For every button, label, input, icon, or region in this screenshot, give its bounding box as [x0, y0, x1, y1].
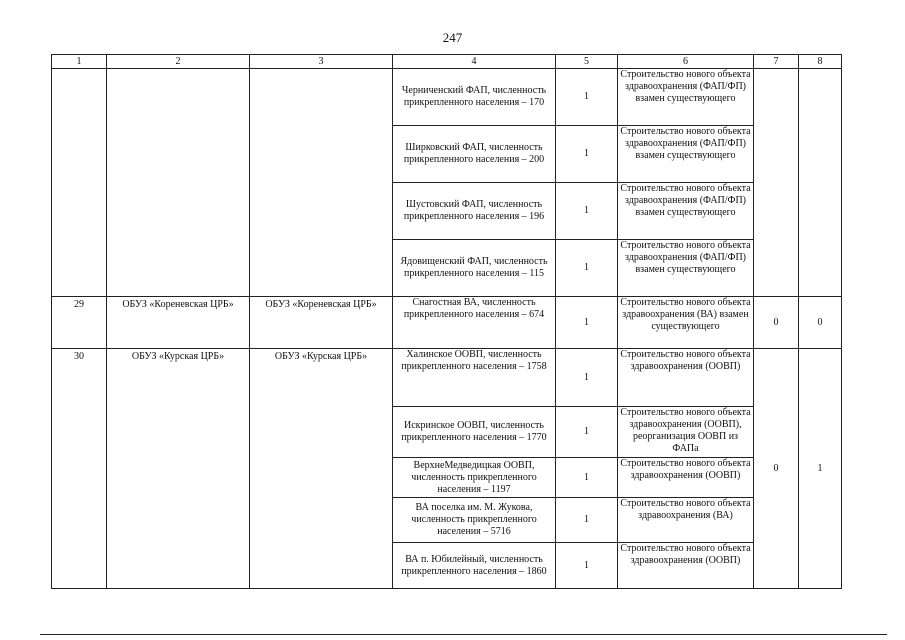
bottom-divider	[40, 634, 887, 635]
column-header: 3	[250, 55, 393, 69]
facility-cell: Ядовищенский ФАП, численность прикрепленного населения – 115	[393, 240, 556, 297]
count-cell: 1	[556, 297, 618, 349]
count-cell: 1	[556, 543, 618, 589]
value-cell: 0	[754, 297, 799, 349]
action-cell: Строительство нового объекта здравоохранения (ООВП)	[618, 349, 754, 407]
facility-cell: ВА п. Юбилейный, численность прикрепленного населения – 1860	[393, 543, 556, 589]
column-header: 5	[556, 55, 618, 69]
facility-cell: Ширковский ФАП, численность прикрепленного населения – 200	[393, 126, 556, 183]
count-cell: 1	[556, 407, 618, 458]
count-cell: 1	[556, 240, 618, 297]
column-header: 6	[618, 55, 754, 69]
count-cell: 1	[556, 498, 618, 543]
value-cell: 1	[799, 349, 842, 589]
count-cell: 1	[556, 126, 618, 183]
action-cell: Строительство нового объекта здравоохранения (ФАП/ФП) взамен существующего	[618, 69, 754, 126]
row-number: 29	[52, 297, 107, 349]
organization-cell: ОБУЗ «Курская ЦРБ»	[250, 349, 393, 589]
count-cell: 1	[556, 69, 618, 126]
column-header: 4	[393, 55, 556, 69]
cell-empty	[799, 69, 842, 297]
facility-cell: ВерхнеМедведицкая ООВП, численность прикрепленного населения – 1197	[393, 458, 556, 498]
facility-cell: ВА поселка им. М. Жукова, численность прикрепленного населения – 5716	[393, 498, 556, 543]
cell-empty	[107, 69, 250, 297]
table-row	[52, 69, 842, 126]
page-number: 247	[442, 30, 463, 45]
action-cell: Строительство нового объекта здравоохранения (ООВП)	[618, 543, 754, 589]
cell-empty	[250, 69, 393, 297]
value-cell: 0	[799, 297, 842, 349]
allocation-table	[51, 54, 842, 589]
action-cell: Строительство нового объекта здравоохранения (ФАП/ФП) взамен существующего	[618, 183, 754, 240]
table-row	[52, 297, 842, 349]
count-cell: 1	[556, 349, 618, 407]
column-header: 1	[52, 55, 107, 69]
action-cell: Строительство нового объекта здравоохранения (ВА) взамен существующего	[618, 297, 754, 349]
value-cell: 0	[754, 349, 799, 589]
cell-empty	[754, 69, 799, 297]
facility-cell: Халинское ООВП, численность прикрепленного населения – 1758	[393, 349, 556, 407]
action-cell: Строительство нового объекта здравоохранения (ООВП), реорганизация ООВП из ФАПа	[618, 407, 754, 458]
cell-empty	[52, 69, 107, 297]
facility-cell: Шустовский ФАП, численность прикрепленного населения – 196	[393, 183, 556, 240]
count-cell: 1	[556, 458, 618, 498]
organization-cell: ОБУЗ «Кореневская ЦРБ»	[250, 297, 393, 349]
organization-cell: ОБУЗ «Курская ЦРБ»	[107, 349, 250, 589]
action-cell: Строительство нового объекта здравоохранения (ВА)	[618, 498, 754, 543]
row-number: 30	[52, 349, 107, 589]
facility-cell: Черниченский ФАП, численность прикрепленного населения – 170	[393, 69, 556, 126]
action-cell: Строительство нового объекта здравоохранения (ФАП/ФП) взамен существующего	[618, 240, 754, 297]
header-row	[52, 55, 842, 69]
facility-cell: Искринское ООВП, численность прикрепленного населения – 1770	[393, 407, 556, 458]
count-cell: 1	[556, 183, 618, 240]
table-row	[52, 349, 842, 407]
column-header: 8	[799, 55, 842, 69]
facility-cell: Снагостная ВА, численность прикрепленного населения – 674	[393, 297, 556, 349]
action-cell: Строительство нового объекта здравоохранения (ООВП)	[618, 458, 754, 498]
action-cell: Строительство нового объекта здравоохранения (ФАП/ФП) взамен существующего	[618, 126, 754, 183]
column-header: 7	[754, 55, 799, 69]
column-header: 2	[107, 55, 250, 69]
organization-cell: ОБУЗ «Кореневская ЦРБ»	[107, 297, 250, 349]
